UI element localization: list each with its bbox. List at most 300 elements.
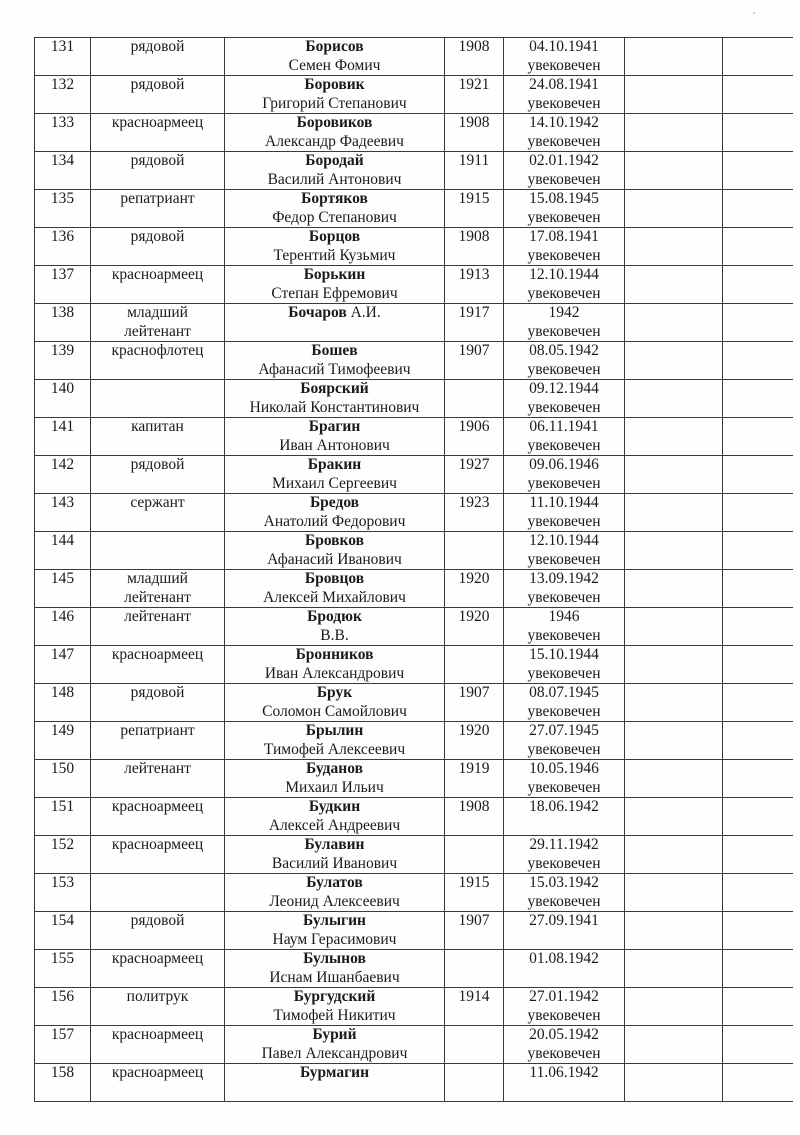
row-number: 143 <box>50 494 75 511</box>
cell-empty-2 <box>723 418 794 456</box>
given-names: Василий Иванович <box>271 854 398 872</box>
death-date: 15.10.1944 <box>529 646 599 663</box>
cell-death-date <box>504 722 625 760</box>
given-names: Афанасий Тимофеевич <box>258 360 411 378</box>
cell-empty-2 <box>723 836 794 874</box>
cell-empty-1 <box>625 342 723 380</box>
rank-line-1: капитан <box>131 418 184 435</box>
death-date: 18.06.1942 <box>529 798 599 815</box>
memorial-status: увековечен <box>527 550 601 568</box>
rank-line-2 <box>93 57 222 76</box>
cell-rank <box>91 684 225 722</box>
cell-death-date <box>504 532 625 570</box>
death-date: 1946 <box>548 608 580 625</box>
cell-empty-1 <box>625 608 723 646</box>
cell-empty-2 <box>723 760 794 798</box>
cell-number <box>35 798 91 836</box>
cell-name <box>225 456 445 494</box>
memorial-status: увековечен <box>527 740 601 758</box>
cell-empty-1 <box>625 152 723 190</box>
cell-empty-1 <box>625 380 723 418</box>
table-row <box>35 494 794 532</box>
cell-birth-year <box>445 152 504 190</box>
surname: Бошев <box>311 342 358 359</box>
death-date: 17.08.1941 <box>529 228 599 245</box>
cell-birth-year <box>445 76 504 114</box>
memorial-status: увековечен <box>527 170 601 188</box>
cell-death-date <box>504 912 625 950</box>
birth-year: 1921 <box>458 76 490 93</box>
cell-number <box>35 228 91 266</box>
rank-line-2 <box>93 133 222 152</box>
cell-empty-1 <box>625 38 723 76</box>
birth-year: 1920 <box>458 608 490 625</box>
scan-speck <box>753 12 755 14</box>
table-row <box>35 456 794 494</box>
cell-number <box>35 532 91 570</box>
rank-line-2 <box>93 703 222 722</box>
rank-line-2 <box>93 171 222 190</box>
cell-number <box>35 1064 91 1102</box>
memorial-status: увековечен <box>527 56 601 74</box>
row-number: 156 <box>50 988 75 1005</box>
cell-name <box>225 190 445 228</box>
death-date: 27.09.1941 <box>529 912 599 929</box>
death-date: 12.10.1944 <box>529 532 599 549</box>
birth-year: 1917 <box>458 304 490 321</box>
row-number: 157 <box>50 1026 75 1043</box>
cell-number <box>35 152 91 190</box>
cell-birth-year <box>445 760 504 798</box>
birth-year: 1907 <box>458 342 490 359</box>
given-names: Михаил Сергеевич <box>272 474 397 492</box>
rank-line-2 <box>93 475 222 494</box>
memorial-status: увековечен <box>527 1044 601 1062</box>
cell-empty-2 <box>723 38 794 76</box>
cell-empty-1 <box>625 114 723 152</box>
surname: Бородай <box>305 152 364 169</box>
row-number: 136 <box>50 228 75 245</box>
rank-line-1: краснофлотец <box>111 342 204 359</box>
rank-line-1: красноармеец <box>111 114 204 131</box>
birth-year: 1911 <box>458 152 490 169</box>
rank-line-1: рядовой <box>130 228 185 245</box>
cell-birth-year <box>445 266 504 304</box>
given-names: Наум Герасимович <box>272 930 397 948</box>
name-line <box>227 722 442 741</box>
rank-line-2: лейтенант <box>124 322 191 340</box>
cell-rank <box>91 228 225 266</box>
table-row <box>35 760 794 798</box>
row-number: 158 <box>50 1064 75 1081</box>
row-number: 152 <box>50 836 75 853</box>
cell-death-date <box>504 646 625 684</box>
rank-line-2 <box>93 1007 222 1026</box>
cell-empty-2 <box>723 912 794 950</box>
memorial-status: увековечен <box>527 892 601 910</box>
memorial-status: увековечен <box>527 664 601 682</box>
row-number: 150 <box>50 760 75 777</box>
memorial-status <box>506 817 622 836</box>
birth-year: 1907 <box>458 684 490 701</box>
death-date: 09.12.1944 <box>529 380 599 397</box>
surname: Борцов <box>308 228 361 245</box>
table-row <box>35 874 794 912</box>
cell-number <box>35 114 91 152</box>
death-date: 20.05.1942 <box>529 1026 599 1043</box>
cell-empty-1 <box>625 1026 723 1064</box>
name-line <box>227 646 442 665</box>
rank-line-1: красноармеец <box>111 646 204 663</box>
rank-line-2 <box>93 931 222 950</box>
birth-year: 1919 <box>458 760 490 777</box>
rank-line-1: рядовой <box>130 456 185 473</box>
memorial-status: увековечен <box>527 512 601 530</box>
cell-birth-year <box>445 456 504 494</box>
row-number: 142 <box>50 456 75 473</box>
cell-empty-2 <box>723 722 794 760</box>
cell-name <box>225 152 445 190</box>
table-row <box>35 1064 794 1102</box>
table-row <box>35 950 794 988</box>
given-names: Василий Антонович <box>267 170 402 188</box>
rank-line-2 <box>93 1083 222 1102</box>
cell-name <box>225 342 445 380</box>
row-number: 138 <box>50 304 75 321</box>
cell-empty-2 <box>723 114 794 152</box>
cell-rank <box>91 608 225 646</box>
birth-year: 1915 <box>458 190 490 207</box>
rank-line-1: политрук <box>126 988 189 1005</box>
rank-line-1: красноармеец <box>111 266 204 283</box>
row-number: 151 <box>50 798 75 815</box>
cell-birth-year <box>445 532 504 570</box>
cell-death-date <box>504 418 625 456</box>
cell-death-date <box>504 494 625 532</box>
name-line <box>227 304 442 323</box>
cell-death-date <box>504 228 625 266</box>
cell-name <box>225 836 445 874</box>
initials: А.И. <box>346 304 381 321</box>
cell-rank <box>91 76 225 114</box>
cell-number <box>35 1026 91 1064</box>
cell-rank <box>91 266 225 304</box>
table-row <box>35 38 794 76</box>
cell-empty-1 <box>625 76 723 114</box>
name-line <box>227 798 442 817</box>
surname: Брылин <box>305 722 364 739</box>
cell-name <box>225 874 445 912</box>
cell-rank <box>91 532 225 570</box>
rank-line-1: младший <box>127 304 188 321</box>
memorial-status: увековечен <box>527 284 601 302</box>
cell-birth-year <box>445 950 504 988</box>
memorial-list-table <box>34 37 793 1102</box>
cell-empty-2 <box>723 342 794 380</box>
rank-line-1 <box>93 380 222 399</box>
cell-empty-2 <box>723 76 794 114</box>
cell-name <box>225 722 445 760</box>
given-names: Терентий Кузьмич <box>273 246 396 264</box>
cell-rank <box>91 912 225 950</box>
cell-birth-year <box>445 912 504 950</box>
cell-rank <box>91 456 225 494</box>
cell-birth-year <box>445 874 504 912</box>
cell-death-date <box>504 76 625 114</box>
cell-empty-1 <box>625 684 723 722</box>
cell-death-date <box>504 836 625 874</box>
surname: Булатов <box>306 874 363 891</box>
surname: Бортяков <box>301 190 368 207</box>
cell-number <box>35 380 91 418</box>
death-date: 02.01.1942 <box>529 152 599 169</box>
death-date: 06.11.1941 <box>529 418 599 435</box>
rank-line-2 <box>93 95 222 114</box>
cell-death-date <box>504 1064 625 1102</box>
cell-empty-2 <box>723 494 794 532</box>
surname: Бровков <box>304 532 365 549</box>
cell-empty-2 <box>723 152 794 190</box>
row-number: 135 <box>50 190 75 207</box>
cell-number <box>35 570 91 608</box>
name-line <box>227 114 442 133</box>
cell-birth-year <box>445 1064 504 1102</box>
given-names: Иван Антонович <box>279 436 390 454</box>
given-names: Михаил Ильич <box>285 778 384 796</box>
row-number: 131 <box>50 38 75 55</box>
rank-line-2 <box>93 855 222 874</box>
death-date: 01.08.1942 <box>529 950 599 967</box>
given-names: Алексей Андреевич <box>268 816 401 834</box>
cell-number <box>35 646 91 684</box>
cell-name <box>225 760 445 798</box>
surname: Бредов <box>309 494 360 511</box>
name-line <box>227 152 442 171</box>
row-number: 154 <box>50 912 75 929</box>
rank-line-2 <box>93 969 222 988</box>
memorial-status <box>506 931 622 950</box>
table-row <box>35 646 794 684</box>
death-date: 08.07.1945 <box>529 684 599 701</box>
name-line <box>227 570 442 589</box>
surname: Боярский <box>300 380 369 397</box>
row-number: 132 <box>50 76 75 93</box>
table-row <box>35 380 794 418</box>
birth-year: 1913 <box>458 266 490 283</box>
rank-line-1: лейтенант <box>124 760 191 777</box>
name-line <box>227 266 442 285</box>
rank-line-2 <box>93 779 222 798</box>
cell-rank <box>91 418 225 456</box>
surname: Борисов <box>305 38 364 55</box>
cell-birth-year <box>445 380 504 418</box>
rank-line-2: лейтенант <box>124 588 191 606</box>
rank-line-2 <box>93 361 222 380</box>
cell-empty-2 <box>723 608 794 646</box>
death-date: 11.10.1944 <box>529 494 599 511</box>
cell-birth-year <box>445 646 504 684</box>
cell-rank <box>91 304 225 342</box>
name-line <box>227 1026 442 1045</box>
cell-name <box>225 114 445 152</box>
row-number: 133 <box>50 114 75 131</box>
rank-line-2 <box>93 399 222 418</box>
death-date: 15.03.1942 <box>529 874 599 891</box>
rank-line-1: красноармеец <box>111 798 204 815</box>
surname: Бронников <box>295 646 374 663</box>
name-line <box>227 456 442 475</box>
cell-empty-1 <box>625 950 723 988</box>
surname: Будкин <box>308 798 361 815</box>
cell-number <box>35 760 91 798</box>
name-line <box>227 418 442 437</box>
rank-line-1: рядовой <box>130 38 185 55</box>
row-number: 139 <box>50 342 75 359</box>
cell-name <box>225 1026 445 1064</box>
name-line <box>227 836 442 855</box>
cell-empty-2 <box>723 646 794 684</box>
rank-line-2 <box>93 285 222 304</box>
cell-death-date <box>504 114 625 152</box>
cell-name <box>225 570 445 608</box>
table-row <box>35 76 794 114</box>
cell-rank <box>91 152 225 190</box>
table-row <box>35 304 794 342</box>
name-line <box>227 190 442 209</box>
rank-line-2 <box>93 665 222 684</box>
given-names <box>227 323 442 342</box>
name-line <box>227 1064 442 1083</box>
birth-year: 1908 <box>458 114 490 131</box>
row-number: 153 <box>50 874 75 891</box>
surname: Бочаров <box>288 304 347 321</box>
cell-birth-year <box>445 494 504 532</box>
table-row <box>35 418 794 456</box>
cell-death-date <box>504 152 625 190</box>
cell-rank <box>91 874 225 912</box>
rank-line-1 <box>93 532 222 551</box>
cell-death-date <box>504 570 625 608</box>
cell-number <box>35 608 91 646</box>
cell-death-date <box>504 342 625 380</box>
row-number: 146 <box>50 608 75 625</box>
surname: Бровцов <box>304 570 365 587</box>
given-names: Анатолий Федорович <box>263 512 406 530</box>
cell-death-date <box>504 38 625 76</box>
cell-death-date <box>504 608 625 646</box>
cell-empty-1 <box>625 304 723 342</box>
given-names: Тимофей Никитич <box>273 1006 396 1024</box>
row-number: 137 <box>50 266 75 283</box>
cell-birth-year <box>445 38 504 76</box>
cell-birth-year <box>445 1026 504 1064</box>
cell-number <box>35 342 91 380</box>
name-line <box>227 684 442 703</box>
cell-empty-1 <box>625 266 723 304</box>
cell-rank <box>91 950 225 988</box>
cell-death-date <box>504 380 625 418</box>
cell-number <box>35 950 91 988</box>
table-row <box>35 228 794 266</box>
memorial-status: увековечен <box>527 588 601 606</box>
cell-number <box>35 190 91 228</box>
cell-death-date <box>504 684 625 722</box>
memorial-status: увековечен <box>527 436 601 454</box>
given-names: Леонид Алексеевич <box>269 892 400 910</box>
memorial-status: увековечен <box>527 1006 601 1024</box>
name-line <box>227 608 442 627</box>
cell-empty-1 <box>625 760 723 798</box>
memorial-status: увековечен <box>527 474 601 492</box>
rank-line-1: рядовой <box>130 912 185 929</box>
rank-line-2 <box>93 627 222 646</box>
name-line <box>227 38 442 57</box>
table-row <box>35 190 794 228</box>
cell-birth-year <box>445 304 504 342</box>
rank-line-1: красноармеец <box>111 836 204 853</box>
row-number: 134 <box>50 152 75 169</box>
cell-name <box>225 532 445 570</box>
cell-empty-2 <box>723 228 794 266</box>
memorial-status: увековечен <box>527 208 601 226</box>
row-number: 144 <box>50 532 75 549</box>
given-names: Тимофей Алексеевич <box>263 740 406 758</box>
cell-empty-1 <box>625 228 723 266</box>
cell-rank <box>91 570 225 608</box>
cell-birth-year <box>445 228 504 266</box>
birth-year: 1908 <box>458 798 490 815</box>
cell-number <box>35 38 91 76</box>
birth-year: 1906 <box>458 418 490 435</box>
memorial-status <box>506 1083 622 1102</box>
cell-empty-1 <box>625 532 723 570</box>
cell-name <box>225 1064 445 1102</box>
table-row <box>35 532 794 570</box>
cell-rank <box>91 988 225 1026</box>
birth-year: 1914 <box>458 988 490 1005</box>
rank-line-2 <box>93 513 222 532</box>
rank-line-1: репатриант <box>120 722 195 739</box>
rank-line-1: красноармеец <box>111 1026 204 1043</box>
birth-year: 1920 <box>458 570 490 587</box>
table-row <box>35 1026 794 1064</box>
death-date: 15.08.1945 <box>529 190 599 207</box>
table-row <box>35 988 794 1026</box>
cell-rank <box>91 1064 225 1102</box>
given-names: Николай Константинович <box>249 398 420 416</box>
name-line <box>227 874 442 893</box>
given-names: Александр Фадеевич <box>265 132 404 150</box>
cell-name <box>225 418 445 456</box>
cell-rank <box>91 798 225 836</box>
cell-rank <box>91 646 225 684</box>
cell-birth-year <box>445 722 504 760</box>
death-date: 14.10.1942 <box>529 114 599 131</box>
cell-death-date <box>504 950 625 988</box>
surname: Буданов <box>306 760 363 777</box>
given-names: Алексей Михайлович <box>263 588 406 606</box>
memorial-status: увековечен <box>527 322 601 340</box>
name-line <box>227 494 442 513</box>
cell-rank <box>91 114 225 152</box>
cell-death-date <box>504 266 625 304</box>
cell-birth-year <box>445 684 504 722</box>
surname: Бурий <box>312 1026 357 1043</box>
surname: Бродюк <box>307 608 362 625</box>
given-names: Федор Степанович <box>272 208 397 226</box>
memorial-status: увековечен <box>527 398 601 416</box>
surname: Брагин <box>308 418 361 435</box>
